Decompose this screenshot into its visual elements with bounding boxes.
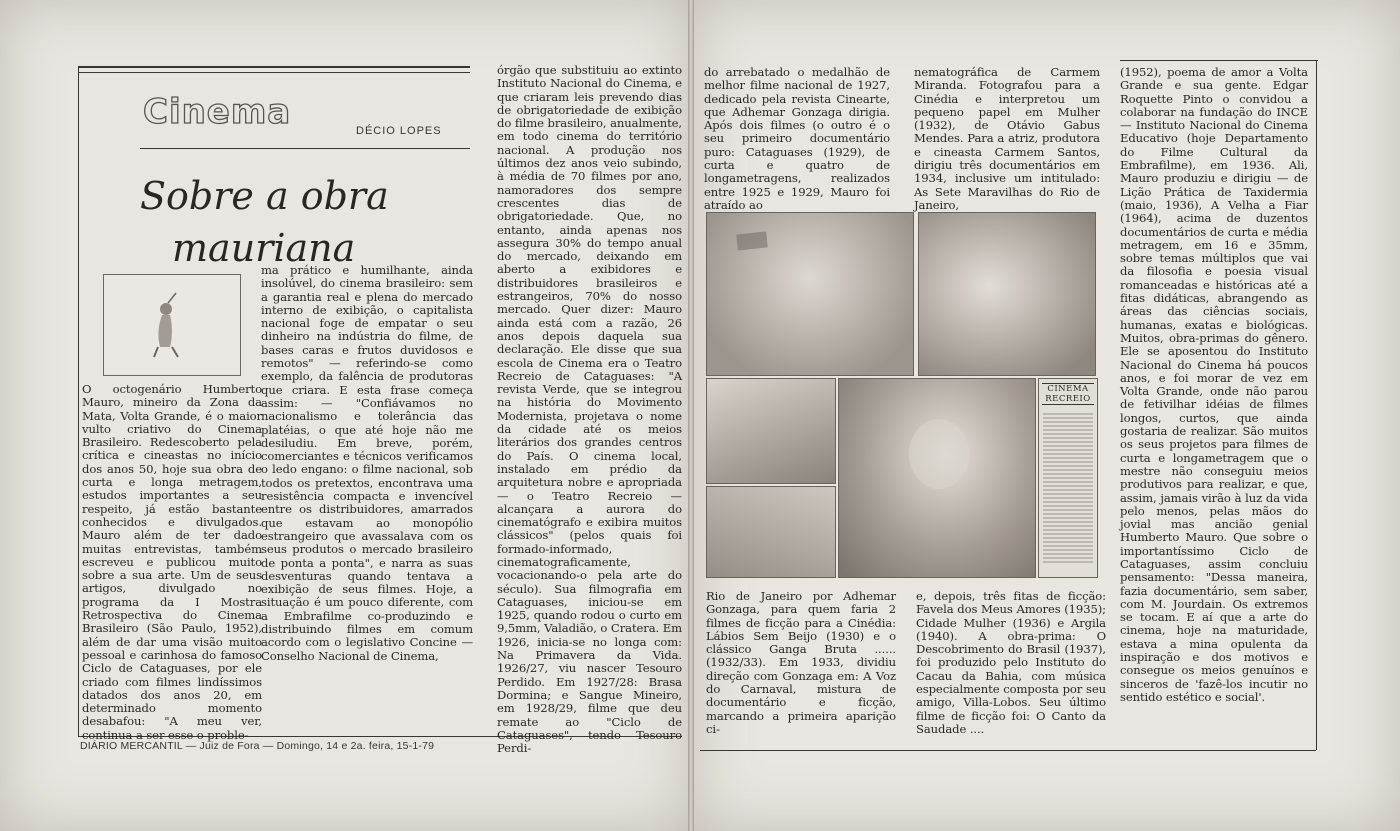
article-column-4-bottom: Rio de Janeiro por Adhemar Gonzaga, para quem faria 2 filmes de ficção para a Cinédia: Lábios Sem Beijo (1930) e o clássico Ganga Bruta ...... (1932/33). Em 1933, dividiu direção com Gonzaga em: A Voz do Carnaval, mistura de documentário e ficção, marcando a primeira aparição ci- xyxy=(706,589,896,736)
photo-panel-5 xyxy=(838,378,1036,578)
right-rule xyxy=(1316,60,1317,750)
article-column-2: ma prático e humilhante, ainda insolúvel, do cinema brasileiro: sem a garantia real e plena do mercado interno de exibição, o capitalista nacional foge de empatar o seu dinheiro na indústria do filme, de bases caras e frutos duvidosos e remotos" — referindo-se como exemplo, da falência de produtoras que criara. E esta frase começa assim: — "Confiávamos no nacionalismo e tolerância das platéias, o que até hoje não me desiludiu. Em breve, porém, comerciantes e técnicos verificamos o ledo engano: o filme nacional, sob todos os pretextos, encontrava uma resistência compacta e invencível entre os distribuidores, amarrados que estavam ao monopólio estrangeiro que avassalava com os seus produtos o mercado brasileiro de ponta a ponta", e narra as suas desventuras quando tentava a exibição de seus filmes. Hoje, a situação é um pouco diferente, com a Embrafilme co-produzindo e distribuindo filmes em comum acordo com o legislativo Concine — Conselho Nacional de Cinema, xyxy=(261,263,473,663)
article-column-1: O octogenário Humberto Mauro, mineiro da Zona da Mata, Volta Grande, é o maior vulto criativo do Cinema Brasileiro. Redescoberto pela crítica e cineastas no início dos anos 50, hoje sua obra de curta e longa metragem, estudos importantes a seu respeito, já estão bastante conhecidos e divulgados. Mauro além de ter dado muitas entrevistas, também escreveu e publicou muito sobre a sua arte. Um de seus artigos, divulgado no programa da I Mostra Retrospectiva do Cinema Brasileiro (São Paulo, 1952), além de dar uma visão muito pessoal e carinhosa do famoso Ciclo de Cataguases, por ele criado com filmes lindíssimos datados dos anos 20, em determinado momento desabafou: "A meu ver, continua a ser esse o proble- xyxy=(82,382,262,742)
article-column-6: (1952), poema de amor a Volta Grande e sua gente. Edgar Roquette Pinto o convidou a colaborar na fundação do INCE — Instituto Nacional do Cinema Educativo (hoje Departamento do Filme Cultural da Embrafilme), em 1936. Ali, Mauro produziu e dirigiu — de Lição Prática de Taxidermia (maio, 1936), A Velha a Fiar (1964), acima de duzentos documentários de curta e média metragem, em 16 e 35mm, sobre temas múltiplos que vai da filosofia e poesia visual romanceadas e históricas até a fitas didáticas, abrangendo as áreas das ciências sociais, humanas, exatas e biológicas. Muitos, obra-primas do gênero. Ele se aposentou do Instituto Nacional do Cinema há poucos anos, e foi morar de vez em Volta Grande, onde não parou de fetivilhar idéias de filmes longos, curtos, que ainda gostaria de realizar. São muitos os seus projetos para filmes de curta e longametragem que o mestre não conseguiu meios produtivos para realizar, e que, assim, jamais virão à luz da vida pelo menos, pelas mãos do jovial mas ancião genial Humberto Mauro. Que sobre o importantíssimo Ciclo de Cataguases, assim concluiu pensamento: "Dessa maneira, fazia documentário, sem saber, com M. Jourdain. Os extremos se tocam. E aí que a arte do cinema, hoje na maturidade, estava a mina opulenta da inspiração e dos motivos e consegue os meios genuínos e sinceros de 'fazê-los incutir no sentido estético e social'. xyxy=(1120,65,1308,704)
page-fold xyxy=(688,0,694,831)
page-footer: DIÁRIO MERCANTIL — Juiz de Fora — Domingo, 14 e 2a. feira, 15-1-79 xyxy=(80,740,435,752)
top-rule xyxy=(78,66,470,68)
left-rule xyxy=(78,66,79,736)
top-rule-right xyxy=(1120,60,1318,61)
article-column-3: órgão que substituiu ao extinto Instituto Nacional do Cinema, e que criaram leis prevendo dias de obrigatoriedade de exibição do filme brasileiro, anualmente, em todo cinema do território nacional. A produção nos últimos dez anos veio subindo, à média de 70 filmes por ano, namoradores dos sempre crescentes dias de obrigatoriedade. Que, no entanto, ainda apenas nos assegura 30% do tempo anual do mercado, deixando em aberto a exibidores e distribuidores brasileiros e estrangeiros, 70% do nosso mercado. Quer dizer: Mauro ainda está com a razão, 26 anos depois daquela sua declaração. Ele disse que sua escola de Cinema era o Teatro Recreio de Cataguases: "A revista Verde, que se integrou na história do Movimento Modernista, projetava o nome da cidade até os meios literários dos grandes centros do País. O cinema local, instalado em prédio da arquitetura nobre e apropriada — o Teatro Recreio — alcançara a aurora do cinematógrafo e exibira muitos clássicos" (pelos quais foi formado-informado, cinematograficamente, vocacionando-o pela arte do século). Sua filmografia em Cataguases, iniciou-se em 1925, quando rodou o curto em 9,5mm, Valadião, o Cratera. Em 1926, inicia-se no longa com: Na Primavera da Vida. 1926/27, viu nascer Tesouro Perdido. Em 1927/28: Brasa Dormina; e Sangue Mineiro, em 1928/29, filme que deu remate ao "Ciclo de Cataguases", tendo Tesouro Perdi- xyxy=(497,63,682,756)
photo-panel-1 xyxy=(706,212,914,376)
newspaper-clipping xyxy=(1038,378,1098,578)
headline xyxy=(140,170,389,274)
article-column-5-top: nematográfica de Carmem Miranda. Fotografou para a Cinédia e interpretou um pequeno papel em Mulher (1932), de Otávio Gabus Mendes. Para a atriz, produtora e cineasta Carmem Santos, dirigiu três documentários em 1934, inclusive um intitulado: As Sete Maravilhas do Rio de Janeiro, xyxy=(914,65,1100,212)
byline: DÉCIO LOPES xyxy=(356,125,442,137)
figure-icon xyxy=(104,275,240,375)
section-title: Cinema xyxy=(143,92,292,132)
article-column-4-top: do arrebatado o medalhão de melhor filme nacional de 1927, dedicado pela revista Cinearte, que Adhemar Gonzaga dirigia. Após dois filmes (o outro é o seu primeiro documentário puro: Cataguases (1929), de curta e quatro de longametragens, realizados entre 1925 e 1929, Mauro foi atraído ao xyxy=(704,65,890,212)
figure-illustration xyxy=(103,274,241,376)
photo-panel-4 xyxy=(706,486,836,578)
top-rule-thin xyxy=(78,72,470,73)
photo-panel-2 xyxy=(918,212,1096,376)
masthead-underline xyxy=(140,148,470,149)
article-column-5-bottom: e, depois, três fitas de ficção: Favela dos Meus Amores (1935); Cidade Mulher (1936) e Argila (1940). A obra-prima: O Descobrimento do Brasil (1937), foi produzido pelo Instituto do Cacau da Bahia, com música especialmente composta por seu amigo, Villa-Lobos. Seu último filme de ficção foi: O Canto da Saudade .... xyxy=(916,589,1106,736)
headline-line2: mauriana xyxy=(172,226,356,270)
clipping-title: CINEMA RECREIO xyxy=(1042,383,1094,405)
headline-line1: Sobre a obra xyxy=(140,174,389,218)
photo-panel-3 xyxy=(706,378,836,484)
bottom-rule-right xyxy=(700,750,1316,751)
